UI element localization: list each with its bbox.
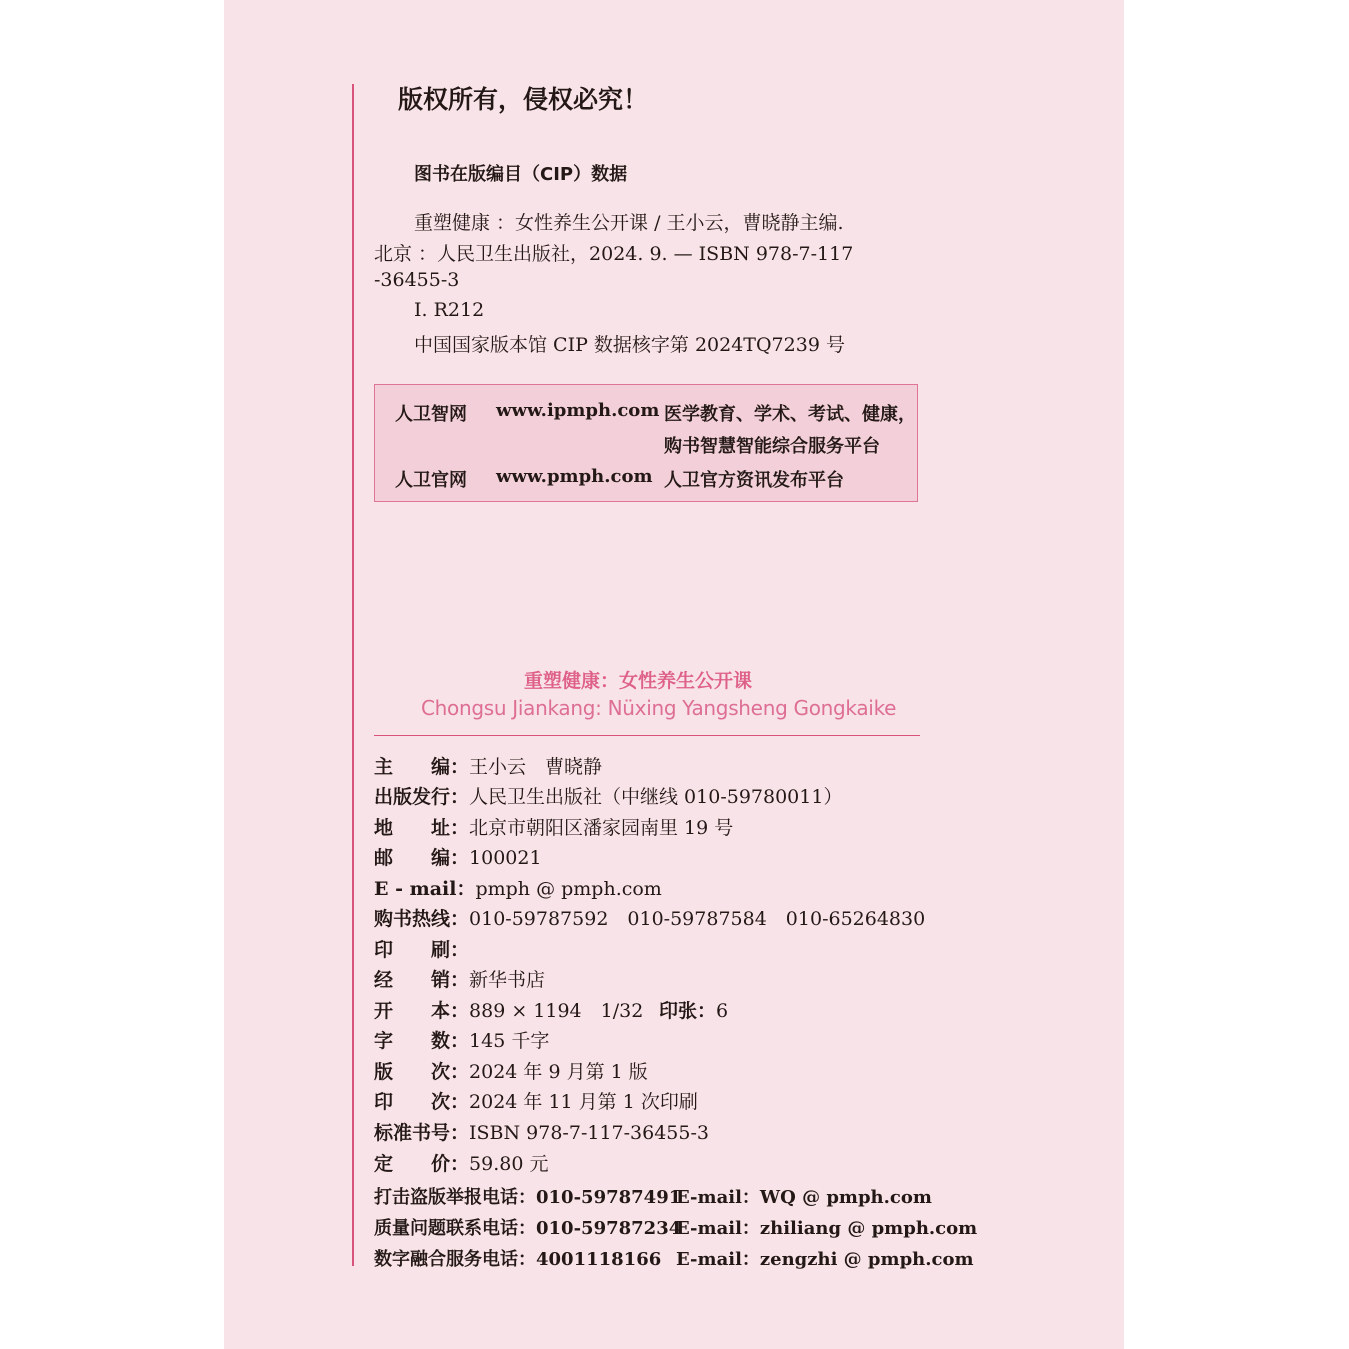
info-row-printer: [374, 938, 469, 962]
info-value: 889 × 1194 1/32: [469, 1000, 644, 1022]
info-row-price: [374, 1152, 548, 1176]
info-label: 购书热线：: [374, 908, 470, 930]
left-margin-rule: [352, 84, 354, 1266]
info-label: 版 次：: [374, 1061, 470, 1083]
info-row-impression: [374, 1090, 698, 1114]
contact-label: 质量问题联系电话：: [374, 1218, 536, 1239]
contact-email: E-mail：WQ @ pmph.com: [676, 1187, 932, 1208]
contact-email: E-mail：zengzhi @ pmph.com: [676, 1249, 974, 1270]
info-value: 新华书店: [469, 969, 546, 991]
contact-label: 数字融合服务电话：: [374, 1249, 536, 1270]
book-title-pinyin: Chongsu Jiankang: Nüxing Yangsheng Gongkaike: [421, 696, 897, 720]
info-value: 王小云 曹晓静: [469, 756, 603, 778]
info-label: E - mail：: [374, 878, 476, 900]
website-name: 人卫智网: [395, 404, 467, 425]
info-row-distributor: [374, 968, 545, 992]
info-row-isbn: [374, 1121, 709, 1145]
website-url-link[interactable]: www.pmph.com: [496, 466, 653, 487]
info-value: pmph @ pmph.com: [475, 878, 662, 900]
info-value: 145 千字: [469, 1030, 550, 1052]
contact-row-digital: [374, 1245, 661, 1271]
cip-line-1: 重塑健康 ：女性养生公开课 / 王小云，曹晓静主编.: [414, 212, 844, 234]
info-row-publisher: [374, 785, 842, 809]
info-label: 印 次：: [374, 1091, 470, 1113]
info-row-email: [374, 877, 662, 901]
info-value: 59.80 元: [469, 1153, 549, 1175]
info-row-word-count: [374, 1029, 549, 1053]
info-label: 定 价：: [374, 1153, 470, 1175]
website-description: 医学教育、学术、考试、健康，: [664, 404, 916, 425]
contact-phone: 4001118166: [536, 1249, 662, 1270]
contact-row-quality: [374, 1214, 681, 1240]
info-label: 印 刷：: [374, 939, 470, 961]
contact-email: E-mail：zhiliang @ pmph.com: [676, 1218, 978, 1239]
info-label: 经 销：: [374, 969, 470, 991]
title-divider: [374, 735, 920, 736]
cip-heading: 图书在版编目（CIP）数据: [414, 164, 628, 185]
info-label: 邮 编：: [374, 847, 470, 869]
info-row-hotline: [374, 907, 925, 931]
cip-line-2: 北京 ：人民卫生出版社，2024. 9. — ISBN 978-7-117: [374, 243, 854, 265]
cip-line-3: -36455-3: [374, 269, 460, 291]
info-row-editor: [374, 755, 602, 779]
info-value: 100021: [469, 847, 542, 869]
website-description: 购书智慧智能综合服务平台: [664, 436, 880, 457]
info-value: 010-59787592 010-59787584 010-65264830: [469, 908, 926, 930]
info-label: 开 本：: [374, 1000, 470, 1022]
contact-phone: 010-59787234: [536, 1218, 682, 1239]
cip-line-4: Ⅰ. R212: [414, 299, 485, 321]
info-row-edition: [374, 1060, 648, 1084]
info-value: ISBN 978-7-117-36455-3: [469, 1122, 709, 1144]
info-row-format: [374, 999, 643, 1023]
info-row-postcode: [374, 846, 542, 870]
info-value: 人民卫生出版社（中继线 010-59780011）: [469, 786, 843, 808]
website-description: 人卫官方资讯发布平台: [664, 470, 844, 491]
info-value: 2024 年 11 月第 1 次印刷: [469, 1091, 698, 1113]
cip-line-5: 中国国家版本馆 CIP 数据核字第 2024TQ7239 号: [414, 334, 845, 356]
contact-row-piracy: [374, 1183, 681, 1209]
website-url-link[interactable]: www.ipmph.com: [496, 400, 660, 421]
info-label: 地 址：: [374, 817, 470, 839]
copyright-notice: 版权所有，侵权必究！: [398, 85, 649, 114]
info-row-sheets: [659, 999, 728, 1023]
book-title: 重塑健康：女性养生公开课: [524, 670, 753, 692]
info-label: 印张：: [659, 1000, 717, 1022]
website-name: 人卫官网: [395, 470, 467, 491]
info-row-address: [374, 816, 733, 840]
info-value: 北京市朝阳区潘家园南里 19 号: [469, 817, 734, 839]
info-value: 6: [716, 1000, 729, 1022]
info-label: 主 编：: [374, 756, 470, 778]
info-label: 字 数：: [374, 1030, 470, 1052]
contact-phone: 010-59787491: [536, 1187, 682, 1208]
info-value: 2024 年 9 月第 1 版: [469, 1061, 648, 1083]
contact-label: 打击盗版举报电话：: [374, 1187, 536, 1208]
info-label: 标准书号：: [374, 1122, 470, 1144]
info-label: 出版发行：: [374, 786, 470, 808]
